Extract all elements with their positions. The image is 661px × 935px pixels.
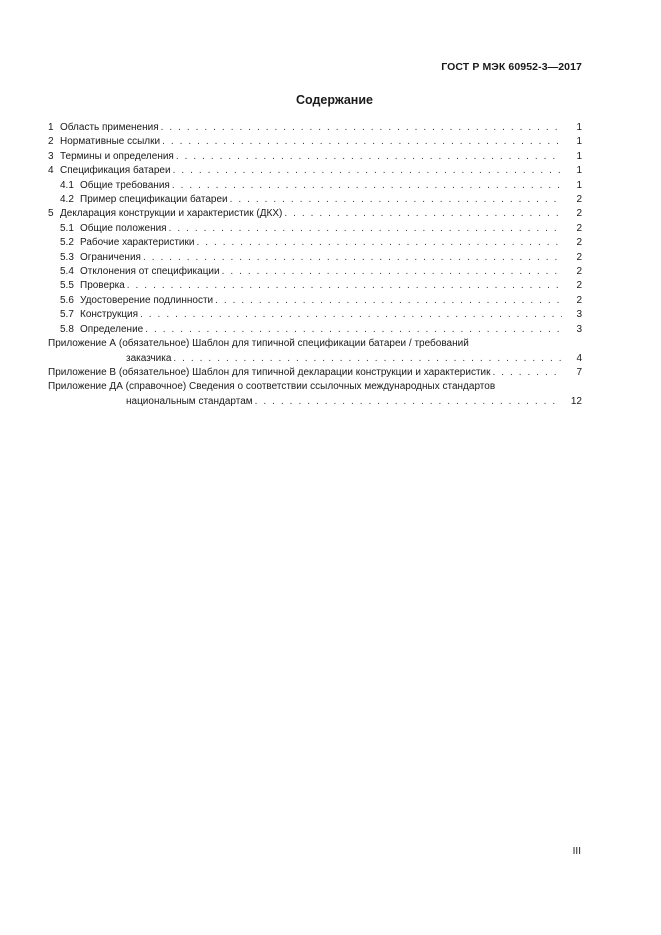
toc-leader-dots [140, 308, 562, 322]
toc-entry-4[interactable] [48, 164, 582, 178]
toc-entry-page: 3 [576, 309, 582, 321]
toc-leader-dots [162, 135, 562, 149]
toc-entry-page: 2 [576, 194, 582, 206]
toc-leader-dots [143, 251, 562, 265]
page-number: III [572, 846, 581, 857]
toc-leader-dots [127, 279, 562, 293]
toc-annex-title-cont: национальным стандартам [126, 395, 253, 407]
toc-leader-dots [173, 164, 562, 178]
toc-entry-page: 4 [576, 352, 582, 364]
toc-leader-dots [172, 179, 562, 193]
toc-entry-page: 2 [576, 266, 582, 278]
toc-entry-label: Термины и определения [60, 150, 174, 162]
toc-entry-number: 3 [48, 150, 54, 162]
toc-entry-page: 2 [576, 208, 582, 220]
table-of-contents [48, 121, 582, 409]
toc-entry-number: 5.6 [60, 294, 74, 306]
toc-annex-title: Приложение А (обязательное) Шаблон для типичной спецификации батареи / требований [48, 338, 469, 350]
toc-title: Содержание [295, 93, 373, 107]
toc-entry-number: 2 [48, 136, 54, 148]
toc-entry-label: Декларация конструкции и характеристик (ДКХ) [60, 208, 283, 220]
toc-annex-a[interactable] [48, 337, 582, 366]
toc-leader-dots [161, 121, 562, 135]
toc-leader-dots [493, 366, 563, 380]
toc-entry-page: 12 [570, 395, 582, 407]
toc-annex-title: Приложение ДА (справочное) Сведения о соответствии ссылочных международных стандартов [48, 381, 496, 393]
toc-entry-label: Рабочие характеристики [80, 237, 195, 249]
toc-entry-4-1[interactable] [48, 179, 582, 193]
toc-entry-5-2[interactable] [48, 236, 582, 250]
toc-entry-page: 1 [576, 136, 582, 148]
toc-entry-number: 5.7 [60, 309, 74, 321]
toc-leader-dots [284, 207, 562, 221]
toc-entry-5-6[interactable] [48, 294, 582, 308]
toc-annex-b[interactable] [48, 366, 582, 380]
document-number-header: ГОСТ Р МЭК 60952-3—2017 [441, 61, 582, 73]
toc-entry-label: Общие положения [80, 222, 167, 234]
toc-leader-dots [169, 222, 562, 236]
toc-entry-5-5[interactable] [48, 279, 582, 293]
toc-entry-5-8[interactable] [48, 323, 582, 337]
toc-entry-number: 4 [48, 165, 54, 177]
toc-leader-dots [176, 150, 562, 164]
toc-entry-number: 5.8 [60, 323, 74, 335]
toc-entry-page: 1 [576, 150, 582, 162]
toc-leader-dots [215, 294, 562, 308]
toc-entry-number: 5.1 [60, 222, 74, 234]
toc-entry-page: 1 [576, 179, 582, 191]
toc-entry-label: Область применения [60, 122, 159, 133]
toc-entry-label: Определение [80, 323, 144, 335]
toc-entry-2[interactable] [48, 135, 582, 149]
toc-entry-5[interactable] [48, 207, 582, 221]
toc-entry-number: 5 [48, 208, 54, 220]
toc-entry-label: Отклонения от спецификации [80, 266, 220, 278]
toc-entry-label: Спецификация батареи [60, 165, 171, 177]
toc-annex-title-cont: заказчика [126, 352, 172, 364]
toc-entry-label: Удостоверение подлинности [80, 294, 214, 306]
toc-entry-number: 5.2 [60, 237, 74, 249]
toc-entry-label: Проверка [80, 280, 125, 292]
toc-entry-4-2[interactable] [48, 193, 582, 207]
toc-entry-page: 2 [576, 294, 582, 306]
toc-entry-5-7[interactable] [48, 308, 582, 322]
toc-leader-dots [255, 395, 562, 409]
toc-leader-dots [230, 193, 562, 207]
toc-entry-label: Конструкция [80, 309, 139, 321]
toc-entry-number: 5.3 [60, 251, 74, 263]
toc-entry-5-4[interactable] [48, 265, 582, 279]
toc-entry-number: 4.2 [60, 194, 74, 206]
toc-entry-label: Нормативные ссылки [60, 136, 161, 148]
toc-entry-number: 5.4 [60, 266, 74, 278]
toc-entry-label: Общие требования [80, 179, 170, 191]
toc-entry-number: 4.1 [60, 179, 74, 191]
toc-entry-3[interactable] [48, 150, 582, 164]
toc-entry-page: 2 [576, 222, 582, 234]
toc-entry-5-3[interactable] [48, 251, 582, 265]
toc-entry-page: 3 [576, 323, 582, 335]
toc-entry-number: 1 [48, 122, 54, 133]
toc-entry-label: Пример спецификации батареи [80, 194, 228, 206]
toc-entry-page: 2 [576, 237, 582, 249]
toc-entry-5-1[interactable] [48, 222, 582, 236]
toc-entry-number: 5.5 [60, 280, 74, 292]
toc-entry-page: 7 [576, 366, 582, 378]
toc-annex-title: Приложение В (обязательное) Шаблон для типичной декларации конструкции и характеристик [48, 366, 491, 378]
toc-leader-dots [222, 265, 562, 279]
toc-leader-dots [196, 236, 562, 250]
toc-entry-1[interactable] [48, 121, 582, 135]
toc-entry-page: 1 [576, 165, 582, 177]
toc-entry-page: 2 [576, 251, 582, 263]
toc-entry-page: 1 [576, 122, 582, 133]
toc-entry-label: Ограничения [80, 251, 141, 263]
toc-annex-da[interactable] [48, 380, 582, 409]
toc-leader-dots [173, 352, 562, 366]
toc-leader-dots [145, 323, 562, 337]
toc-entry-page: 2 [576, 280, 582, 292]
